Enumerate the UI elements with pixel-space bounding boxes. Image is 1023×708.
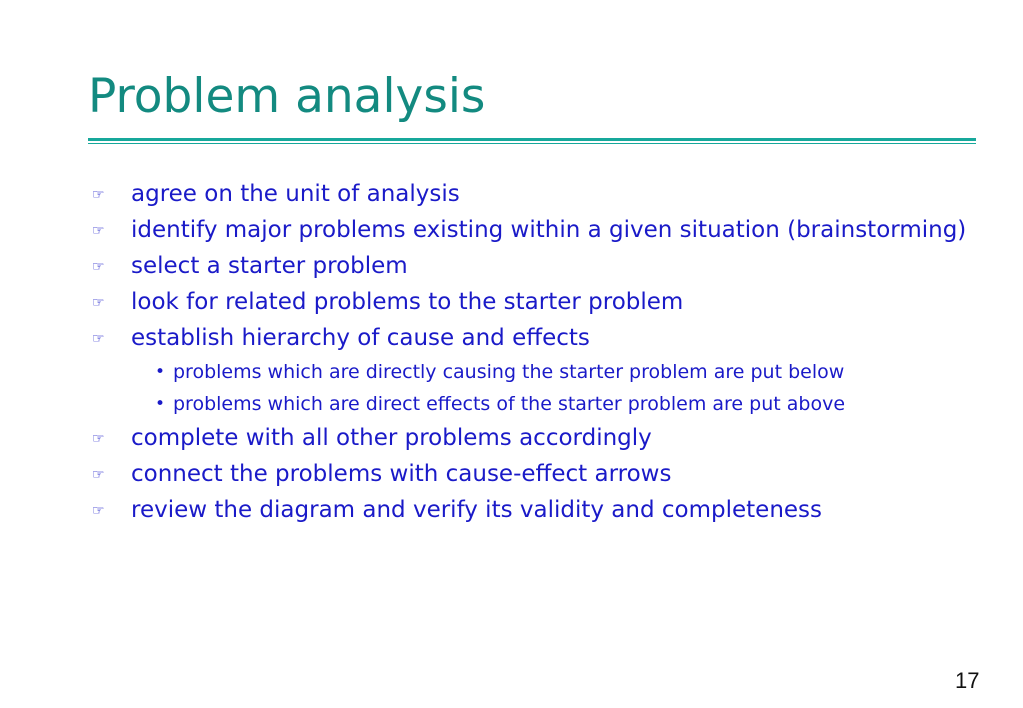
bullet-text: connect the problems with cause-effect arrows	[131, 461, 672, 487]
bullet-text: look for related problems to the starter problem	[131, 289, 684, 315]
bullet-item	[88, 494, 968, 526]
bullet-text: complete with all other problems accordingly	[131, 425, 652, 451]
bullet-item	[88, 322, 968, 354]
sub-bullet-item	[88, 358, 968, 387]
pointing-hand-icon: ☞	[92, 259, 105, 275]
page-number: 17	[955, 668, 980, 693]
slide-title: Problem analysis	[88, 69, 486, 124]
pointing-hand-icon: ☞	[92, 467, 105, 483]
pointing-hand-icon: ☞	[92, 503, 105, 519]
bullet-item	[88, 422, 968, 454]
pointing-hand-icon: ☞	[92, 223, 105, 239]
sub-bullet-list	[88, 358, 968, 419]
pointing-hand-icon: ☞	[92, 431, 105, 447]
bullet-text: agree on the unit of analysis	[131, 181, 460, 207]
title-underline-thin	[88, 143, 976, 144]
bullet-item	[88, 286, 968, 318]
bullet-item	[88, 458, 968, 490]
bullet-text: select a starter problem	[131, 253, 408, 279]
sub-bullet-text: problems which are directly causing the starter problem are put below	[173, 361, 845, 383]
sub-bullet-text: problems which are direct effects of the starter problem are put above	[173, 393, 846, 415]
pointing-hand-icon: ☞	[92, 331, 105, 347]
bullet-text: review the diagram and verify its validity and completeness	[131, 497, 823, 523]
pointing-hand-icon: ☞	[92, 295, 105, 311]
bullet-item	[88, 178, 968, 210]
bullet-dot-icon: •	[155, 394, 166, 414]
title-underline-thick	[88, 138, 976, 141]
bullet-dot-icon: •	[155, 362, 166, 382]
bullet-text: identify major problems existing within a given situation (brainstorming)	[131, 217, 967, 243]
bullet-list	[88, 178, 968, 530]
bullet-item	[88, 214, 968, 246]
bullet-item	[88, 250, 968, 282]
bullet-text: establish hierarchy of cause and effects	[131, 325, 590, 351]
pointing-hand-icon: ☞	[92, 187, 105, 203]
sub-bullet-item	[88, 390, 968, 419]
